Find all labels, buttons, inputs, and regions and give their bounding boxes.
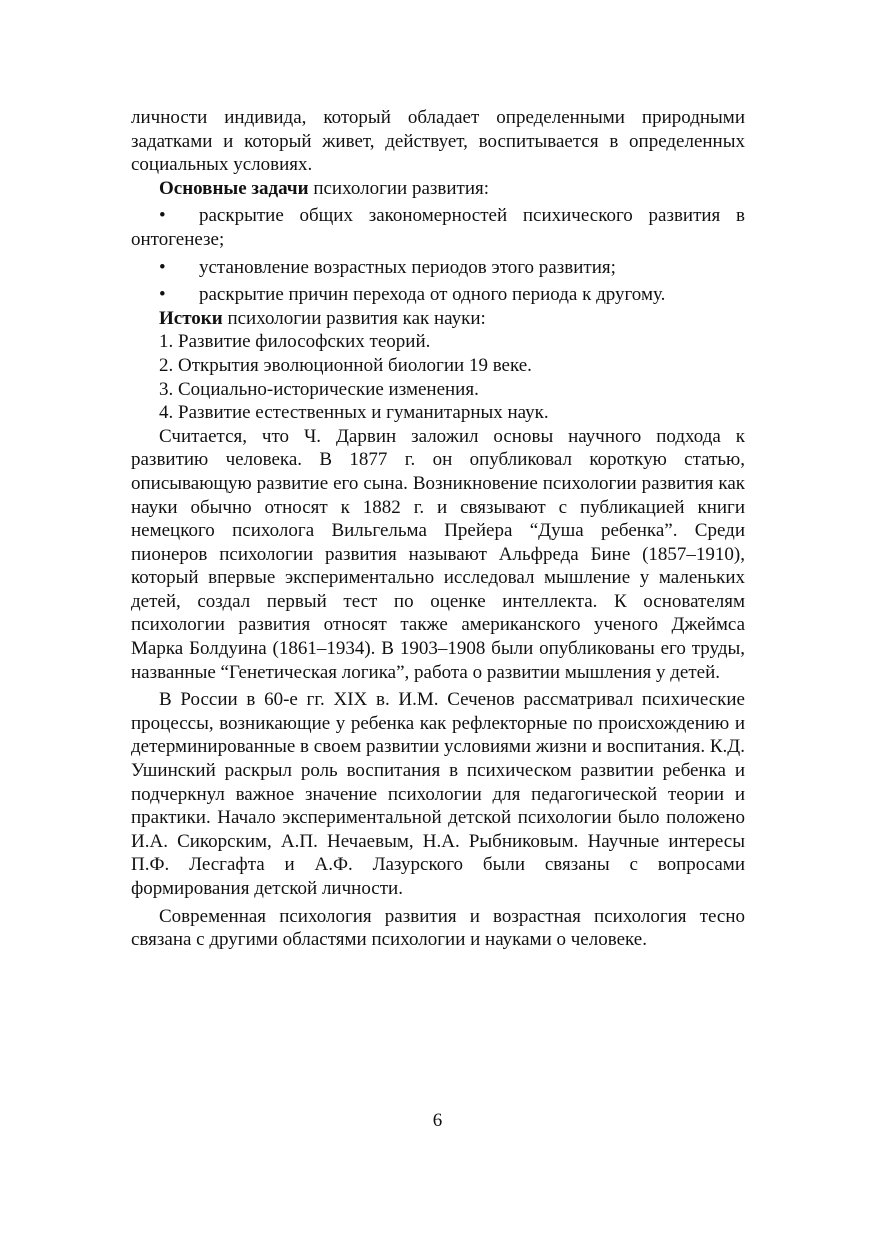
modern-paragraph: Современная психология развития и возрастная психология тесно связана с другими областями психологии и науками о человеке. bbox=[131, 905, 745, 951]
page-text-block bbox=[131, 106, 745, 952]
darwin-paragraph: Считается, что Ч. Дарвин заложил основы научного подхода к развитию человека. В 1877 г. он опубликовал короткую статью, описывающую развитие его сына. Возникновение психологии развития как науки обычно относят к 1882 г. и связывают с публикацией книги немецкого психолога Вильгельма Прейера “Душа ребенка”. Среди пионеров психологии развития называют Альфреда Бине (1857–1910), который впервые экспериментально исследовал мышление у маленьких детей, создал первый тест по оценке интеллекта. К основателям психологии развития относят также американского ученого Джеймса Марка Болдуина (1861–1934). В 1903–1908 были опубликованы его труды, названные “Генетическая логика”, работа о развитии мышления у детей. bbox=[131, 425, 745, 683]
intro-paragraph: личности индивида, который обладает определенными природными задатками и который живет, действует, воспитывается в определенных социальных условиях. bbox=[131, 107, 745, 176]
bullet-icon: • bbox=[159, 205, 166, 227]
task-item-text: раскрытие общих закономерностей психического развития в онтогенезе; bbox=[131, 205, 745, 250]
origins-heading-bold: Истоки bbox=[159, 307, 223, 329]
task-list-item bbox=[131, 283, 745, 307]
origins-list-item: 2. Открытия эволюционной биологии 19 веке. bbox=[159, 354, 532, 376]
bullet-icon: • bbox=[159, 256, 166, 278]
origins-heading bbox=[131, 307, 745, 331]
task-list-item bbox=[131, 256, 745, 280]
tasks-heading-bold: Основные задачи bbox=[159, 177, 309, 199]
task-list-item bbox=[131, 204, 745, 251]
tasks-heading bbox=[131, 177, 745, 201]
task-item-text: установление возрастных периодов этого развития; bbox=[199, 256, 616, 278]
bullet-icon: • bbox=[159, 284, 166, 306]
russia-paragraph: В России в 60-е гг. XIX в. И.М. Сеченов рассматривал психические процессы, возникающие у ребенка как рефлекторные по происхождению и детерминированные в своем развитии условиями жизни и воспитания. К.Д. Ушинский раскрыл роль воспитания в психическом развитии ребенка и подчеркнул важное значение психологии для педагогической теории и практики. Начало экспериментальной детской психологии было положено И.А. Сикорским, А.П. Нечаевым, Н.А. Рыбниковым. Научные интересы П.Ф. Лесгафта и А.Ф. Лазурского были связаны с вопросами формирования детской личности. bbox=[131, 689, 745, 899]
origins-list-item: 3. Социально-исторические изменения. bbox=[159, 378, 479, 400]
task-item-text: раскрытие причин перехода от одного периода к другому. bbox=[199, 284, 666, 306]
origins-list-item: 4. Развитие естественных и гуманитарных наук. bbox=[159, 402, 549, 424]
tasks-heading-rest: психологии развития: bbox=[308, 177, 490, 199]
origins-list-item: 1. Развитие философских теорий. bbox=[159, 331, 431, 353]
origins-heading-rest: психологии развития как науки: bbox=[222, 307, 486, 329]
page-number: 6 bbox=[432, 1110, 443, 1131]
